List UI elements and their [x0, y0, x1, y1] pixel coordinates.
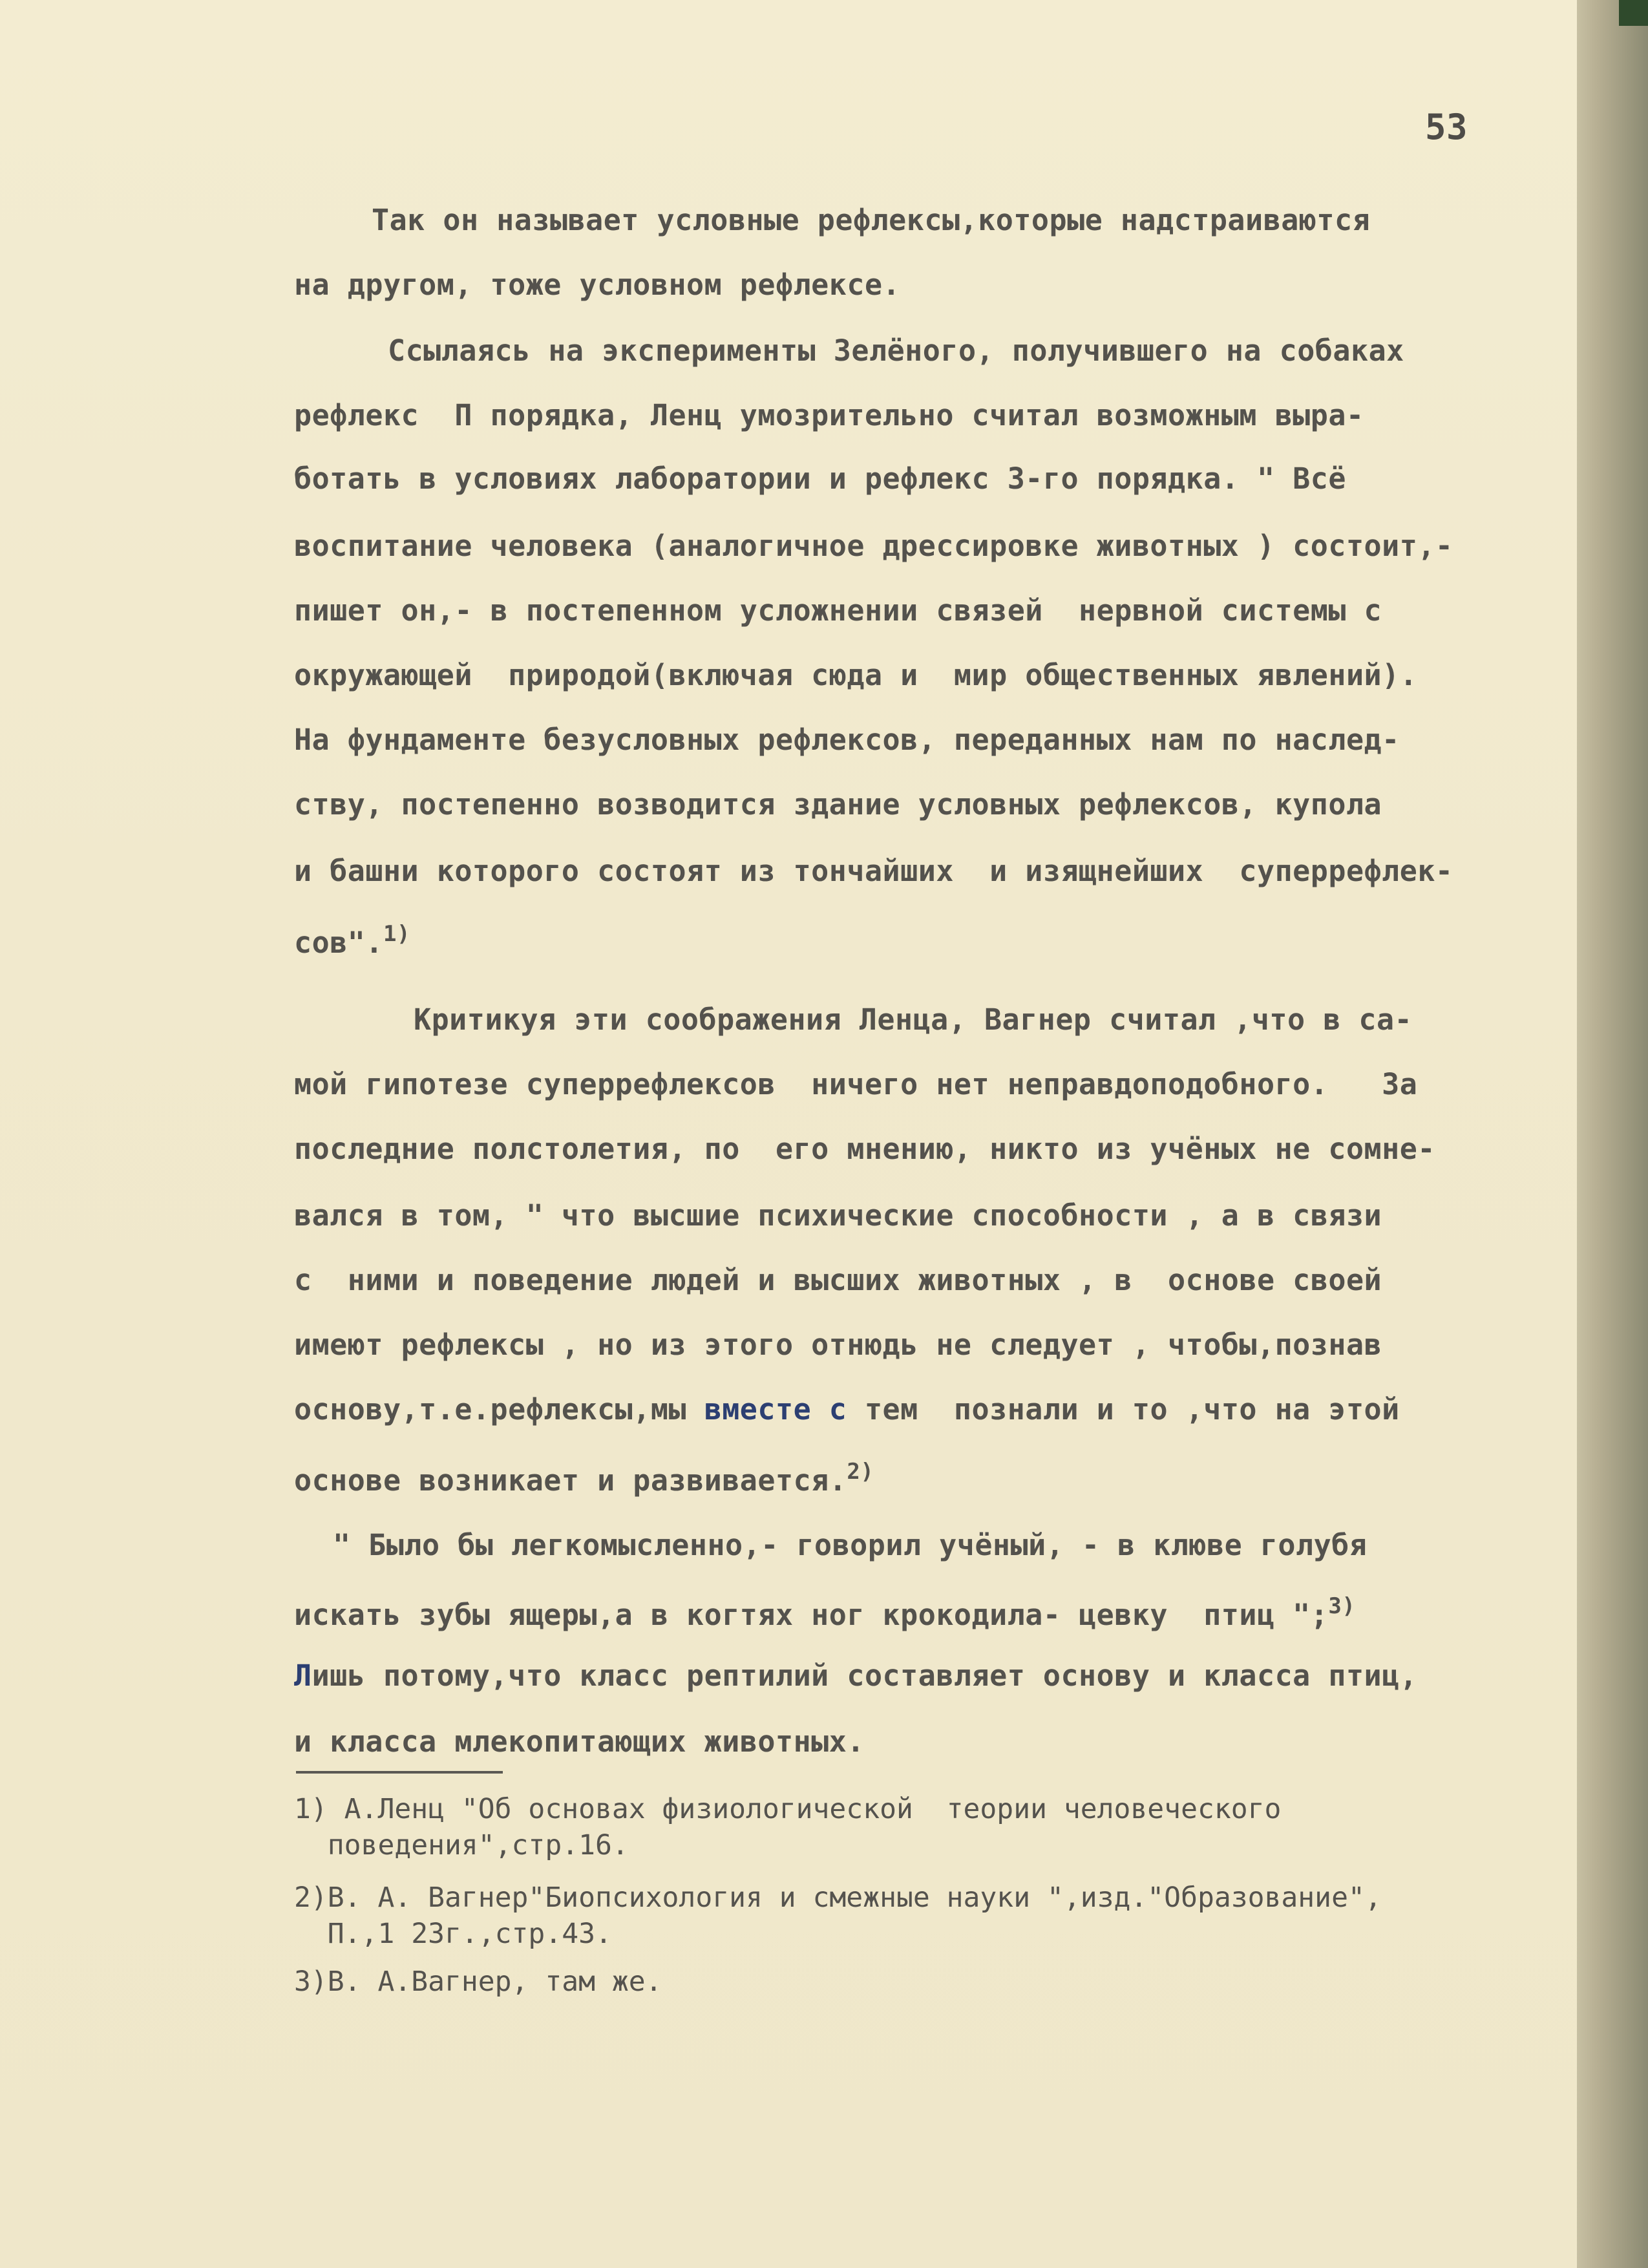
body-line: Критикуя эти соображения Ленца, Вагнер считал ,что в са-: [414, 1002, 1413, 1037]
footnote-continuation: П.,1 23г.,стр.43.: [294, 1918, 612, 1950]
body-line: и класса млекопитающих животных.: [294, 1724, 865, 1759]
body-line: искать зубы ящеры,а в когтях ног крокодила- цевку птиц ";$^{3)}$: [294, 1593, 1356, 1632]
body-line: " Было бы легкомысленно,- говорил учёный, - в клюве голубя: [333, 1528, 1368, 1562]
body-line: окружающей природой(включая сюда и мир общественных явлений).: [294, 658, 1418, 692]
body-line: ботать в условиях лаборатории и рефлекс 3-го порядка. " Всё: [294, 461, 1346, 496]
binding-corner: [1619, 0, 1648, 26]
body-line: вался в том, " что высшие психические способности , а в связи: [294, 1198, 1382, 1233]
footnote-continuation: поведения",стр.16.: [294, 1829, 629, 1861]
body-line: имеют рефлексы , но из этого отнюдь не следует , чтобы,познав: [294, 1328, 1382, 1362]
footnote: 3)В. А.Вагнер, там же.: [294, 1966, 662, 1998]
page-number: 53: [1425, 107, 1468, 147]
footnote-ref: 2): [847, 1459, 874, 1485]
body-line: на другом, тоже условном рефлексе.: [294, 268, 901, 302]
body-line: мой гипотезе суперрефлексов ничего нет неправдоподобного. За: [294, 1067, 1418, 1101]
footnote: 1) А.Ленц "Об основах физиологической теории человеческого: [294, 1793, 1282, 1825]
body-line: с ними и поведение людей и высших животных , в основе своей: [294, 1263, 1382, 1297]
page-edge-shadow: [1577, 0, 1648, 2268]
body-line: сов".$^{1)}$: [294, 921, 410, 960]
body-line: Так он называет условные рефлексы,которые надстраиваются: [372, 203, 1371, 237]
body-line: ству, постепенно возводится здание условных рефлексов, купола: [294, 787, 1382, 821]
body-line: последние полстолетия, по его мнению, никто из учёных не сомне-: [294, 1132, 1435, 1166]
ink-retyped-text: вместе с: [704, 1392, 847, 1426]
body-line: и башни которого состоят из тончайших и изящнейших суперрефлек-: [294, 854, 1453, 888]
body-line: пишет он,- в постепенном усложнении связей нервной системы с: [294, 593, 1382, 628]
body-line: Ссылаясь на эксперименты Зелёного, получившего на собаках: [388, 334, 1404, 368]
body-line: воспитание человека (аналогичное дрессировке животных ) состоит,-: [294, 529, 1453, 563]
footnote: 2)В. А. Вагнер"Биопсихология и смежные науки ",изд."Образование",: [294, 1881, 1382, 1914]
footnote-ref: 1): [383, 921, 410, 947]
body-line: На фундаменте безусловных рефлексов, переданных нам по наслед-: [294, 723, 1400, 757]
handwritten-correction: Л: [294, 1659, 312, 1693]
footnote-separator: [296, 1771, 503, 1774]
footnote-ref: 3): [1328, 1593, 1356, 1619]
body-line: основе возникает и развивается.$^{2)}$: [294, 1459, 874, 1498]
body-line: рефлекс П порядка, Ленц умозрительно считал возможным выра-: [294, 398, 1364, 432]
body-line: основу,т.е.рефлексы,мы вместе с тем познали и то ,что на этой: [294, 1392, 1400, 1426]
body-line: Лишь потому,что класс рептилий составляет основу и класса птиц,: [294, 1659, 1418, 1693]
